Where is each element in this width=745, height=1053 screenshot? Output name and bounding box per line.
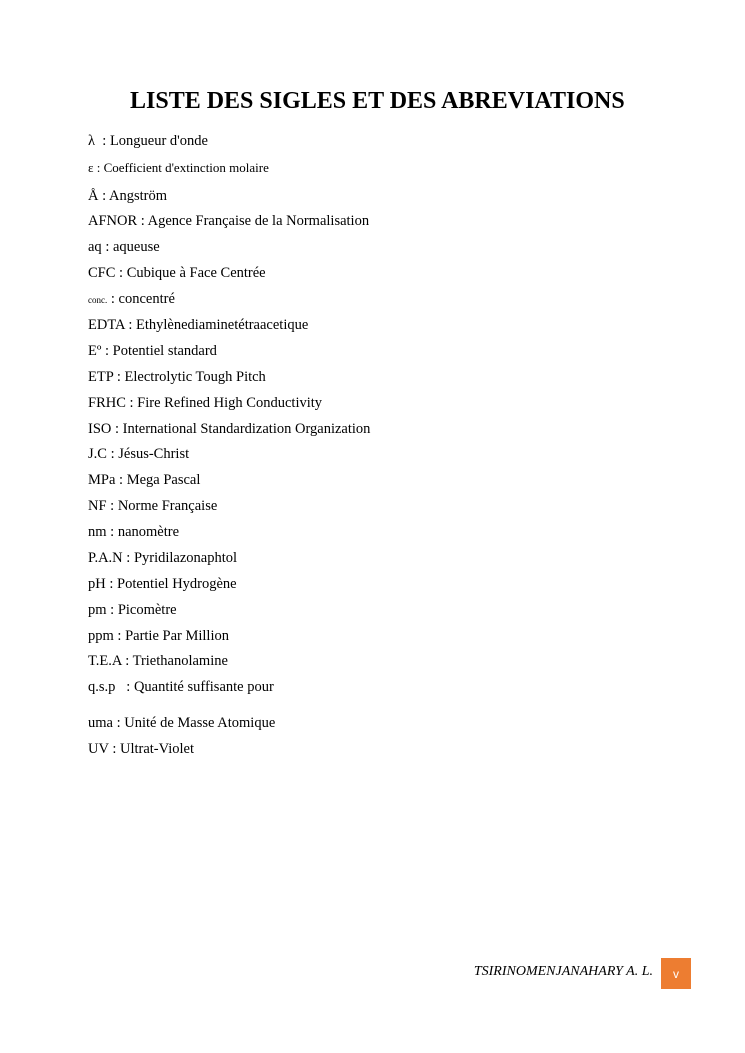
abbreviation: EDTA xyxy=(88,317,125,333)
separator: : xyxy=(122,550,134,566)
list-item xyxy=(88,187,167,205)
definition: concentré xyxy=(118,291,175,307)
abbreviation: ISO xyxy=(88,421,112,437)
abbreviation: Eº xyxy=(88,343,102,359)
separator: : xyxy=(106,498,118,514)
abbreviation: λ xyxy=(88,133,96,149)
definition: International Standardization Organization xyxy=(122,421,371,437)
list-item xyxy=(88,420,370,438)
separator: : xyxy=(115,472,127,488)
abbreviation: NF xyxy=(88,498,107,514)
separator: : xyxy=(121,653,133,669)
definition: Jésus-Christ xyxy=(118,446,190,462)
list-item xyxy=(88,549,237,567)
separator: : xyxy=(106,524,118,540)
separator: : xyxy=(106,446,119,462)
list-item xyxy=(88,132,208,150)
abbreviation: J.C xyxy=(88,446,107,462)
abbreviation: FRHC xyxy=(88,395,126,411)
abbreviation: conc. xyxy=(88,295,108,305)
separator: : xyxy=(101,239,113,255)
separator: : xyxy=(98,188,109,204)
separator: : xyxy=(112,715,125,731)
list-item xyxy=(88,238,160,256)
definition: Cubique à Face Centrée xyxy=(126,265,266,281)
separator: : xyxy=(113,628,126,644)
definition: Unité de Masse Atomique xyxy=(124,715,276,731)
list-item xyxy=(88,601,177,619)
definition: Potentiel standard xyxy=(112,343,217,359)
abbreviation: P.A.N xyxy=(88,550,123,566)
list-item xyxy=(88,523,179,541)
list-item xyxy=(88,714,275,732)
definition: Mega Pascal xyxy=(126,472,201,488)
abbreviation: CFC xyxy=(88,265,116,281)
definition: Triethanolamine xyxy=(132,653,228,669)
abbreviation: ε xyxy=(88,160,94,175)
abbreviation: pH xyxy=(88,576,106,592)
definition: Quantité suffisante pour xyxy=(133,679,274,695)
abbreviation: aq xyxy=(88,239,102,255)
list-item xyxy=(88,290,175,309)
definition: Potentiel Hydrogène xyxy=(117,576,237,592)
separator: : xyxy=(106,602,118,618)
definition: Angström xyxy=(108,188,167,204)
separator: : xyxy=(115,679,134,695)
separator: : xyxy=(107,291,119,307)
abbreviation: ETP xyxy=(88,369,114,385)
separator: : xyxy=(108,741,120,757)
abbreviation: T.E.A xyxy=(88,653,122,669)
definition: Coefficient d'extinction molaire xyxy=(103,160,269,175)
definition: Partie Par Million xyxy=(125,628,229,644)
definition: nanomètre xyxy=(117,524,180,540)
list-item xyxy=(88,471,200,489)
definition: Fire Refined High Conductivity xyxy=(137,395,323,411)
page-title: LISTE DES SIGLES ET DES ABREVIATIONS xyxy=(130,88,625,114)
separator: : xyxy=(125,395,138,411)
definition: Picomètre xyxy=(117,602,177,618)
list-item xyxy=(88,497,217,515)
list-item xyxy=(88,445,189,463)
definition: Longueur d'onde xyxy=(109,133,208,149)
definition: Ultrat-Violet xyxy=(119,741,194,757)
abbreviation: UV xyxy=(88,741,109,757)
abbreviation: nm xyxy=(88,524,107,540)
list-item xyxy=(88,678,274,696)
separator: : xyxy=(101,343,113,359)
definition: Ethylènediaminetétraacetique xyxy=(135,317,309,333)
list-item xyxy=(88,627,229,645)
definition: Agence Française de la Normalisation xyxy=(147,213,370,229)
abbreviation: Å xyxy=(88,188,99,204)
separator: : xyxy=(113,369,125,385)
separator: : xyxy=(124,317,136,333)
list-item xyxy=(88,264,266,282)
list-item xyxy=(88,394,322,412)
abbreviation: q.s.p xyxy=(88,679,116,695)
definition: Norme Française xyxy=(117,498,218,514)
list-item xyxy=(88,652,228,670)
separator: : xyxy=(111,421,123,437)
footer-author: TSIRINOMENJANAHARY A. L. xyxy=(473,964,653,979)
separator: : xyxy=(105,576,118,592)
abbreviation: ppm xyxy=(88,628,114,644)
list-item xyxy=(88,368,266,386)
abbreviation: pm xyxy=(88,602,107,618)
list-item xyxy=(88,740,194,758)
list-item xyxy=(88,342,217,360)
list-item xyxy=(88,159,269,177)
abbreviation: MPa xyxy=(88,472,116,488)
separator: : xyxy=(95,133,110,149)
abbreviation: uma xyxy=(88,715,113,731)
list-item xyxy=(88,316,308,334)
separator: : xyxy=(115,265,127,281)
list-item xyxy=(88,575,237,593)
definition: Pyridilazonaphtol xyxy=(133,550,238,566)
list-item xyxy=(88,212,369,230)
page-number: v xyxy=(661,958,691,989)
definition: aqueuse xyxy=(112,239,160,255)
separator: : xyxy=(137,213,148,229)
definition: Electrolytic Tough Pitch xyxy=(124,369,266,385)
abbreviation: AFNOR xyxy=(88,213,138,229)
separator: : xyxy=(93,160,104,175)
